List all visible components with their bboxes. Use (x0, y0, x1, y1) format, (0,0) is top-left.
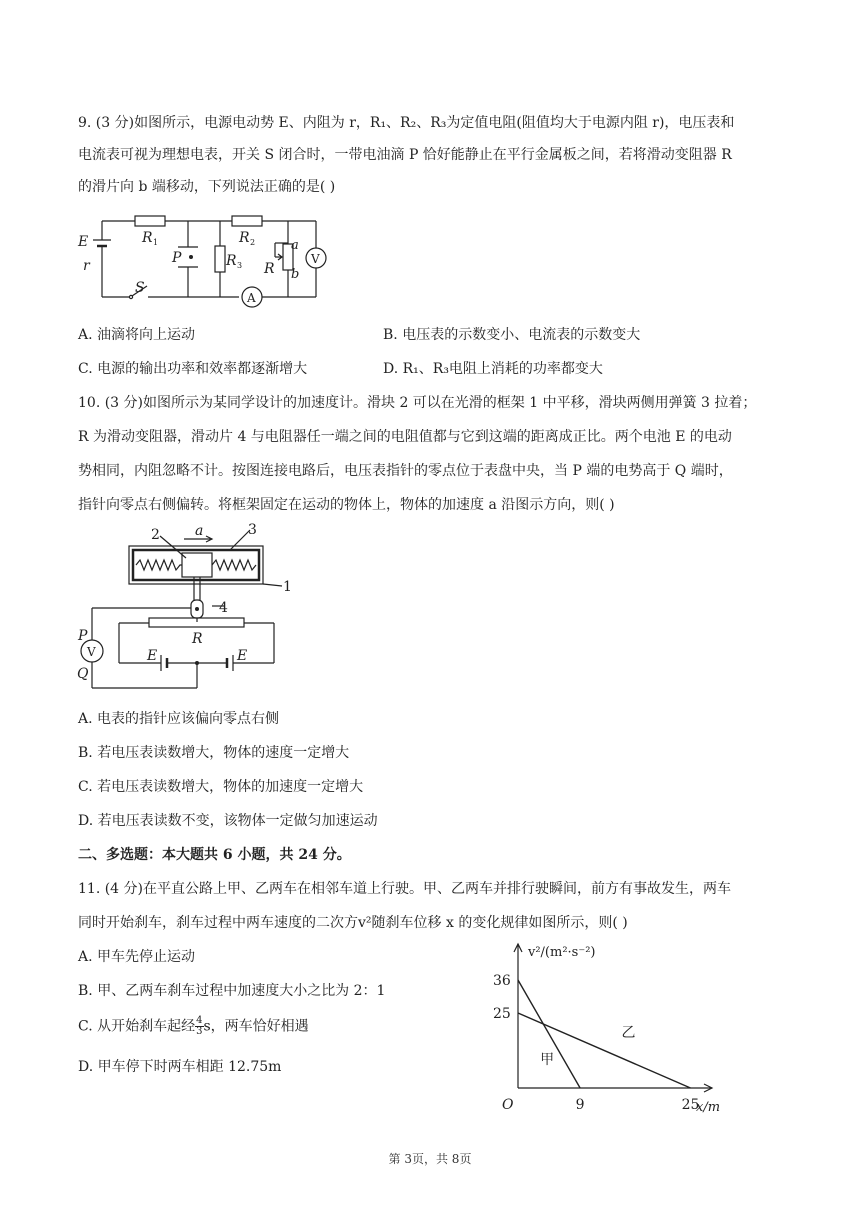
q10-stem-line-3: 势相同，内阻忽略不计。按图连接电路后，电压表指针的零点位于表盘中央，当 P 端的电势高于 Q 端时， (78, 463, 733, 479)
label-a: a (291, 238, 299, 253)
label-P: P (172, 250, 182, 266)
q9-circuit-diagram (75, 208, 335, 313)
series-label-jia: 甲 (540, 1052, 555, 1068)
q10-option-c[interactable]: C. 若电压表读数增大，物体的加速度一定增大 (78, 779, 364, 795)
label-S: S (135, 280, 145, 296)
page-footer: 第 3页，共 8页 (388, 1152, 472, 1166)
label-R3: R (226, 253, 237, 269)
label-Q: Q (77, 666, 89, 682)
label-R1: R (142, 230, 153, 246)
q10-stem-line-4: 指针向零点右侧偏转。将框架固定在运动的物体上，物体的加速度 a 沿图示方向，则( ) (78, 497, 615, 513)
slider-contact-dot (195, 607, 199, 611)
label-1: 1 (283, 579, 292, 595)
label-P: P (78, 628, 88, 644)
q9-option-b[interactable]: B. 电压表的示数变小、电流表的示数变大 (383, 327, 641, 343)
label-E: E (78, 234, 89, 250)
q9-stem-line-3: 的滑片向 b 端移动，下列说法正确的是( ) (78, 179, 336, 195)
x-tick-label-25: 25 (681, 1097, 700, 1113)
section-heading-multi-choice: 二、多选题：本大题共 6 小题，共 24 分。 (78, 847, 351, 863)
q10-option-a[interactable]: A. 电表的指针应该偏向零点右侧 (78, 711, 280, 727)
q9-stem-line-2: 电流表可视为理想电表，开关 S 闭合时，一带电油滴 P 恰好能静止在平行金属板之间，若将滑动变阻器 R (78, 147, 732, 163)
v2-x-chart (490, 938, 730, 1118)
label-R3-sub: 3 (237, 261, 243, 270)
label-b: b (291, 267, 300, 282)
label-r: r (83, 258, 90, 274)
q11-stem-line-1: 11. (4 分)在平直公路上甲、乙两车在相邻车道上行驶。甲、乙两车并排行驶瞬间，前方有事故发生，两车 (78, 881, 731, 897)
q9-option-a[interactable]: A. 油滴将向上运动 (78, 327, 196, 343)
q10-option-b[interactable]: B. 若电压表读数增大，物体的速度一定增大 (78, 745, 350, 761)
junction-dot (195, 661, 199, 665)
x-tick-label-9: 9 (575, 1097, 585, 1113)
label-E-left: E (147, 648, 158, 664)
q11-option-c-suffix: s，两车恰好相遇 (203, 1018, 309, 1035)
series-label-yi: 乙 (621, 1025, 636, 1041)
q11-option-a[interactable]: A. 甲车先停止运动 (78, 949, 196, 965)
q11-option-b[interactable]: B. 甲、乙两车刹车过程中加速度大小之比为 2：1 (78, 983, 386, 999)
label-4: 4 (219, 600, 228, 616)
q9-option-d[interactable]: D. R₁、R₃电阻上消耗的功率都变大 (383, 361, 603, 377)
y-axis-label: v²/(m²·s⁻²) (528, 945, 596, 960)
q11-option-d[interactable]: D. 甲车停下时两车相距 12.75m (78, 1059, 282, 1075)
label-R2-sub: 2 (250, 238, 256, 247)
q9-stem-line-1: 9. (3 分)如图所示，电源电动势 E、内阻为 r，R₁、R₂、R₃为定值电阻(阻值均大于电源内阻 r)，电压表和 (78, 115, 735, 131)
label-2: 2 (151, 527, 160, 543)
q11-option-c-prefix: C. 从开始刹车起经 (78, 1018, 196, 1035)
q11-stem-line-2: 同时开始刹车，刹车过程中两车速度的二次方v²随刹车位移 x 的变化规律如图所示，则( ) (78, 915, 628, 931)
fraction-four-thirds (195, 1016, 203, 1037)
ammeter-icon: A (247, 291, 256, 305)
label-R: R (192, 631, 203, 647)
oil-drop-dot (189, 255, 193, 259)
y-tick-label-36: 36 (493, 973, 511, 989)
series-line-yi (518, 1013, 691, 1088)
label-R: R (264, 261, 275, 277)
q10-stem-line-1: 10. (3 分)如图所示为某同学设计的加速度计。滑块 2 可以在光滑的框架 1 中平移，滑块两侧用弹簧 3 拉着； (78, 395, 757, 411)
label-R2: R (239, 230, 250, 246)
label-E-right: E (237, 648, 248, 664)
x-axis-label: x/m (696, 1100, 721, 1115)
series-line-jia (518, 980, 580, 1088)
fraction-denominator: 3 (196, 1026, 203, 1037)
q10-stem-line-2: R 为滑动变阻器，滑动片 4 与电阻器任一端之间的电阻值都与它到这端的距离成正比。两个电池 E 的电动 (78, 429, 732, 445)
q11-option-c[interactable] (78, 1016, 309, 1037)
q10-option-d[interactable]: D. 若电压表读数不变，该物体一定做匀加速运动 (78, 813, 378, 829)
origin-label: O (502, 1097, 514, 1113)
label-3: 3 (248, 522, 257, 538)
y-tick-label-25: 25 (493, 1006, 511, 1022)
fraction-numerator: 4 (196, 1015, 203, 1026)
label-a: a (195, 523, 204, 539)
q10-accelerometer-diagram (74, 518, 304, 690)
q9-option-c[interactable]: C. 电源的输出功率和效率都逐渐增大 (78, 361, 308, 377)
voltmeter-icon: V (311, 252, 320, 266)
label-R1-sub: 1 (153, 238, 159, 247)
voltmeter-icon: V (87, 645, 96, 659)
